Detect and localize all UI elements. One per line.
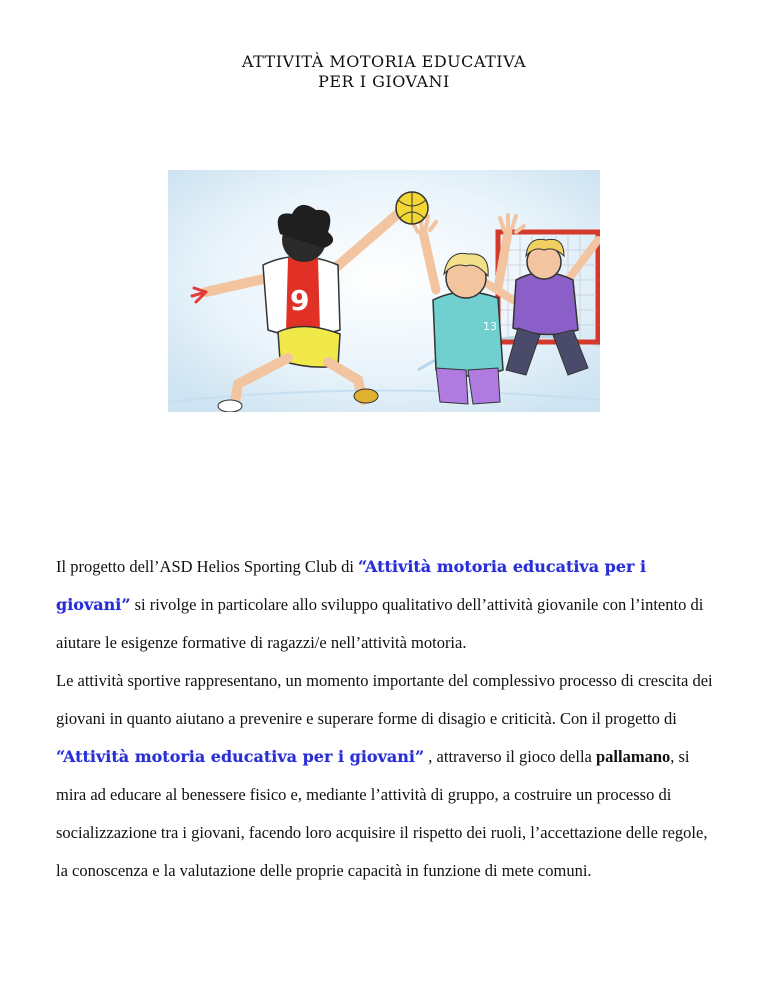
- handball-illustration: [168, 170, 600, 412]
- project-name-highlight: “Attività motoria educativa per i giovani”: [56, 557, 647, 614]
- sport-name-bold: pallamano: [595, 747, 671, 766]
- text-span: Le attività sportive rappresentano, un momento importante del complessivo processo di crescita dei giovani in quanto aiutano a prevenire e superare forme di disagio e criticità. Con il progetto di: [56, 671, 713, 728]
- body-text: [56, 548, 716, 890]
- svg-text:9: 9: [290, 284, 310, 317]
- paragraph-2: [56, 662, 716, 890]
- paragraph-1: [56, 548, 716, 662]
- text-span: Il progetto dell’ASD Helios Sporting Club di: [56, 557, 359, 576]
- text-span: si rivolge in particolare allo sviluppo qualitativo dell’attività giovanile con l’intento di aiutare le esigenze formative di ragazzi/e nell’attività motoria.: [56, 595, 704, 652]
- handball-ball: [396, 192, 428, 224]
- document-title: [0, 52, 768, 92]
- title-line-2: PER I GIOVANI: [318, 72, 450, 91]
- title-line-1: ATTIVITÀ MOTORIA EDUCATIVA: [241, 52, 527, 71]
- text-span: , si mira ad educare al benessere fisico e, mediante l’attività di gruppo, a costruire un processo di socializzazione tra i giovani, facendo loro acquisire il rispetto dei ruoli, l’accettazione delle regole, la conoscenza e la valutazione delle proprie capacità in funzione di mete comuni.: [56, 747, 708, 880]
- text-span: , attraverso il gioco della: [424, 747, 596, 766]
- svg-text:13: 13: [483, 320, 497, 333]
- project-name-highlight: “Attività motoria educativa per i giovani”: [56, 747, 425, 766]
